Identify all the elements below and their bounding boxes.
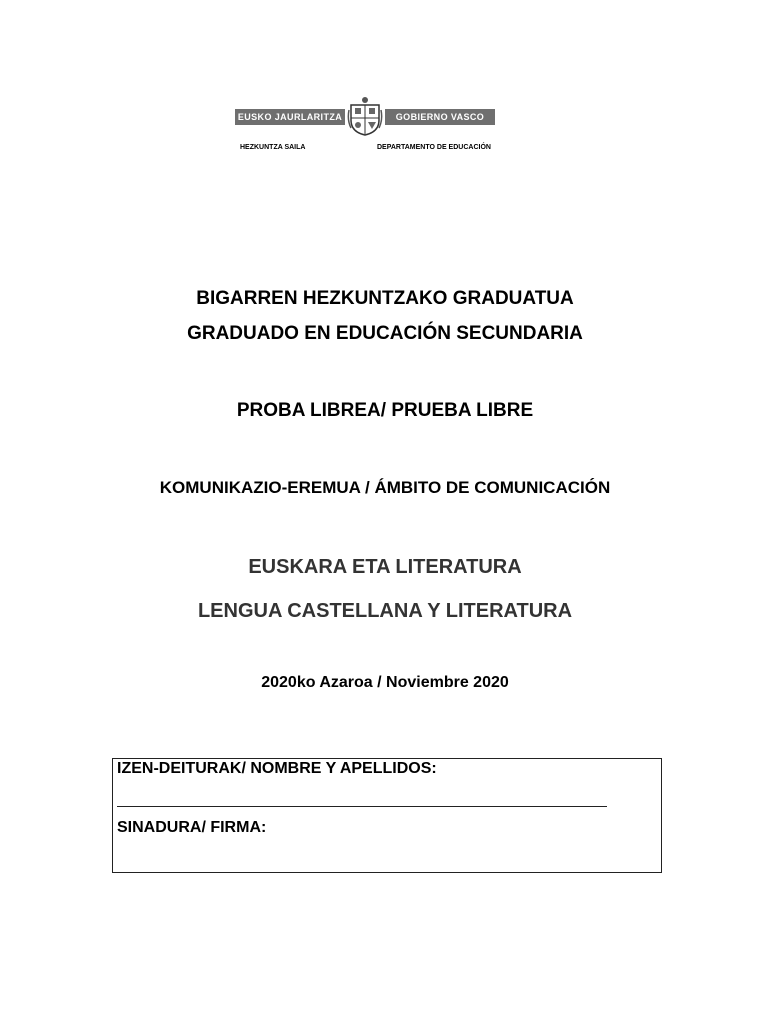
subject-spanish: LENGUA CASTELLANA Y LITERATURA xyxy=(197,600,573,622)
student-info-box xyxy=(112,758,662,873)
signature-label: SINADURA/ FIRMA: xyxy=(117,819,267,836)
title-line-basque: BIGARREN HEZKUNTZAKO GRADUATUA xyxy=(196,288,574,309)
name-entry-line[interactable] xyxy=(117,790,607,807)
name-label: IZEN-DEITURAK/ NOMBRE Y APELLIDOS: xyxy=(117,760,437,777)
departamento-educacion-label: DEPARTAMENTO DE EDUCACIÓN xyxy=(377,144,491,151)
subject-basque: EUSKARA ETA LITERATURA xyxy=(248,556,522,578)
title-line-spanish: GRADUADO EN EDUCACIÓN SECUNDARIA xyxy=(187,323,583,344)
government-logo xyxy=(235,96,495,154)
exam-date: 2020ko Azaroa / Noviembre 2020 xyxy=(261,674,509,691)
exam-type: PROBA LIBREA/ PRUEBA LIBRE xyxy=(236,400,534,421)
gobierno-vasco-banner: GOBIERNO VASCO xyxy=(385,109,495,125)
subject-area: KOMUNIKAZIO-EREMUA / ÁMBITO DE COMUNICACIÓN xyxy=(159,478,611,497)
eusko-jaurlaritza-banner: EUSKO JAURLARITZA xyxy=(235,109,345,125)
hezkuntza-saila-label: HEZKUNTZA SAILA xyxy=(240,144,306,151)
coat-of-arms-icon xyxy=(347,96,383,136)
